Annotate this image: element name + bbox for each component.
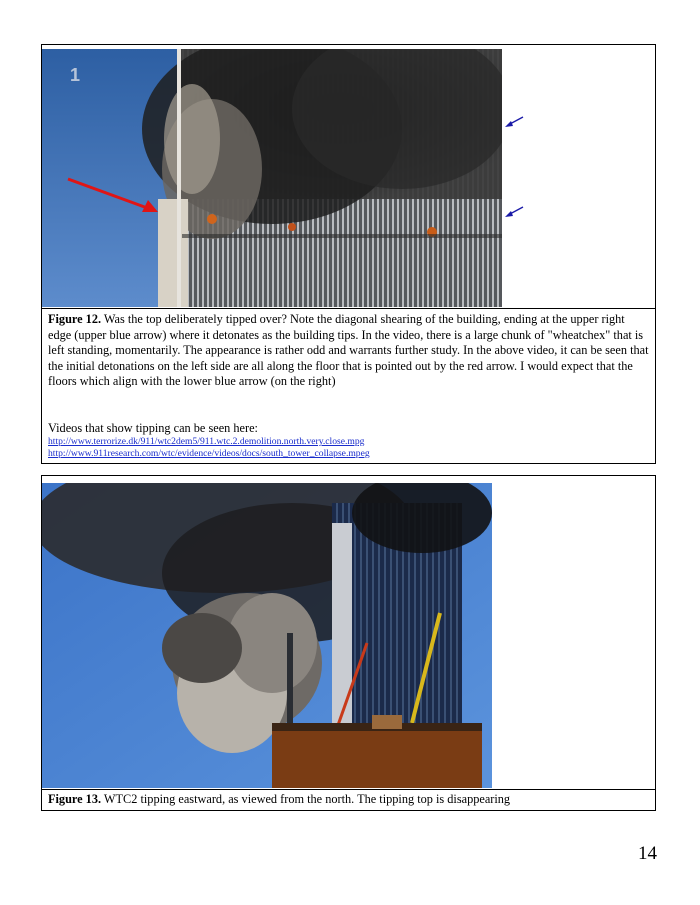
figure-12-box xyxy=(41,44,656,464)
page-number: 14 xyxy=(638,843,657,864)
caption-text: Was the top deliberately tipped over? Note the diagonal shearing of the building, ending at the upper right edge (upper blue arrow) where it detonates as the building tips. In the video, there is a large chunk of "wheatchex" that is left standing, momentarily. The appearance is rather odd and warrants further study. In the above video, it can be seen that the initial detonations on the left side are all along the floor that is pointed out by the red arrow. I would expect that the floors which align with the lower blue arrow (on the right) xyxy=(48,312,649,389)
video-links xyxy=(48,421,649,459)
divider xyxy=(42,789,655,790)
figure-12-photo xyxy=(42,49,502,307)
lower-blue-arrow-icon xyxy=(503,205,525,219)
figure-13-caption xyxy=(48,792,649,808)
video-link[interactable]: http://www.terrorize.dk/911/wtc2dem5/911.wtc.2.demolition.north.very.close.mpg xyxy=(48,436,365,447)
video-link[interactable]: http://www.911research.com/wtc/evidence/videos/docs/south_tower_collapse.mpeg xyxy=(48,447,370,459)
divider xyxy=(42,308,655,309)
figure-12-caption xyxy=(48,312,649,390)
videos-intro: Videos that show tipping can be seen here: xyxy=(48,421,258,435)
figure-label: Figure 13. xyxy=(48,792,102,806)
caption-text: WTC2 tipping eastward, as viewed from the north. The tipping top is disappearing xyxy=(101,792,511,806)
figure-13-photo xyxy=(42,483,492,788)
upper-blue-arrow-icon xyxy=(503,115,525,129)
channel-logo: 1 xyxy=(70,65,81,85)
figure-label: Figure 12. xyxy=(48,312,102,326)
tower-tipping-photo-icon xyxy=(42,49,502,307)
figure-13-box xyxy=(41,475,656,811)
wtc2-tipping-photo-icon xyxy=(42,483,492,788)
